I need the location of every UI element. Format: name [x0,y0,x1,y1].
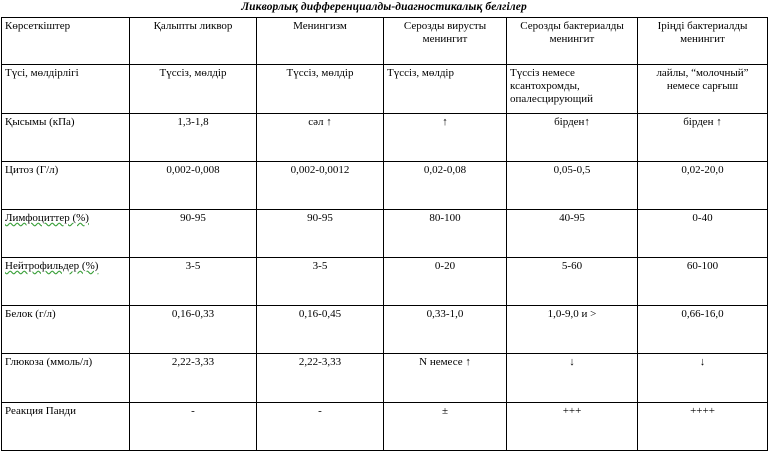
cell-serous-viral: ± [384,403,507,451]
cell-serous-viral: 80-100 [384,210,507,258]
header-indicators: Көрсеткіштер [2,18,130,65]
cell-serous-bacterial: 1,0-9,0 и > [507,306,638,354]
cell-normal: Түссіз, мөлдір [130,65,257,114]
cell-serous-viral: N немесе ↑ [384,354,507,403]
cell-normal: 0,16-0,33 [130,306,257,354]
table-row [2,306,768,354]
table-row [2,210,768,258]
cell-serous-bacterial: 40-95 [507,210,638,258]
cell-meningism: 2,22-3,33 [257,354,384,403]
cell-serous-viral: Түссіз, мөлдір [384,65,507,114]
header-purulent-bacterial: Іріңді бактериалды менингит [638,18,768,65]
cell-serous-viral: 0,33-1,0 [384,306,507,354]
cell-serous-bacterial: +++ [507,403,638,451]
table-row [2,162,768,210]
cell-purulent-bacterial: 60-100 [638,258,768,306]
cell-purulent-bacterial: 0-40 [638,210,768,258]
cell-meningism: - [257,403,384,451]
cell-serous-bacterial: Түссіз немесе ксантохромды, опалесцирующий [507,65,638,114]
row-label: Түсі, мөлдірлігі [2,65,130,114]
cell-normal: 2,22-3,33 [130,354,257,403]
cell-purulent-bacterial: 0,66-16,0 [638,306,768,354]
table-row [2,354,768,403]
row-label: Белок (г/л) [2,306,130,354]
cell-normal: - [130,403,257,451]
cell-serous-viral: ↑ [384,114,507,162]
cell-purulent-bacterial: ++++ [638,403,768,451]
cell-meningism: Түссіз, мөлдір [257,65,384,114]
table-row [2,403,768,451]
header-serous-bacterial: Серозды бактериалды менингит [507,18,638,65]
cell-serous-bacterial: 5-60 [507,258,638,306]
cell-meningism: 3-5 [257,258,384,306]
header-row [2,18,768,65]
cell-normal: 3-5 [130,258,257,306]
cell-purulent-bacterial: 0,02-20,0 [638,162,768,210]
cell-normal: 90-95 [130,210,257,258]
row-label: Қысымы (кПа) [2,114,130,162]
cell-serous-viral: 0,02-0,08 [384,162,507,210]
table-row [2,114,768,162]
cell-meningism: 90-95 [257,210,384,258]
table-row [2,65,768,114]
table-title: Ликворлық дифференциалды-диагностикалық белгілер [241,1,527,13]
diagnostic-table [1,17,768,451]
table-row [2,258,768,306]
header-meningism: Менингизм [257,18,384,65]
cell-purulent-bacterial: ↓ [638,354,768,403]
row-label: Глюкоза (ммоль/л) [2,354,130,403]
cell-serous-bacterial: ↓ [507,354,638,403]
cell-normal: 1,3-1,8 [130,114,257,162]
header-normal-csf: Қалыпты ликвор [130,18,257,65]
cell-purulent-bacterial: лайлы, “молочный” немесе сарғыш [638,65,768,114]
row-label: Нейтрофильдер (%) [2,258,130,306]
cell-serous-bacterial: бірден↑ [507,114,638,162]
header-serous-viral: Серозды вирусты менингит [384,18,507,65]
cell-meningism: сәл ↑ [257,114,384,162]
cell-meningism: 0,16-0,45 [257,306,384,354]
row-label: Лимфоциттер (%) [2,210,130,258]
row-label: Реакция Панди [2,403,130,451]
cell-normal: 0,002-0,008 [130,162,257,210]
row-label: Цитоз (Г/л) [2,162,130,210]
cell-meningism: 0,002-0,0012 [257,162,384,210]
cell-serous-bacterial: 0,05-0,5 [507,162,638,210]
cell-serous-viral: 0-20 [384,258,507,306]
cell-purulent-bacterial: бірден ↑ [638,114,768,162]
